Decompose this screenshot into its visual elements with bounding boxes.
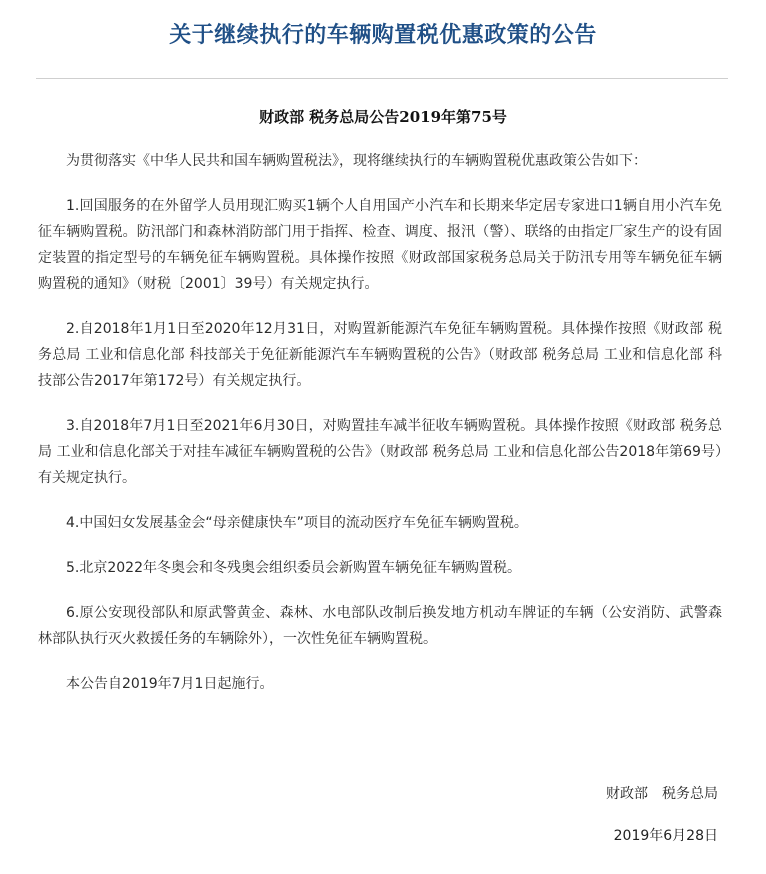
- effective-date-paragraph: 本公告自2019年7月1日起施行。: [66, 676, 274, 692]
- item-6: 6.原公安现役部队和原武警黄金、森林、水电部队改制后换发地方机动车牌证的车辆（公安消防、武警森林部队执行灭火救援任务的车辆除外），一次性免征车辆购置税。: [38, 605, 722, 647]
- item-5: 5.北京2022年冬奥会和冬残奥会组织委员会新购置车辆免征车辆购置税。: [66, 560, 521, 576]
- item-1: 1.回国服务的在外留学人员用现汇购买1辆个人自用国产小汽车和长期来华定居专家进口1辆自用小汽车免征车辆购置税。防汛部门和森林消防部门用于指挥、检查、调度、报汛（警）、联络的由指定厂家生产的设有固定装置的指定型号的车辆免征车辆购置税。具体操作按照《财政部国家税务总局关于防汛专用等车辆免征车辆购置税的通知》（财税〔2001〕39号）有关规定执行。: [38, 198, 722, 292]
- page-title: 关于继续执行的车辆购置税优惠政策的公告: [169, 22, 597, 48]
- issue-date: 2019年6月28日: [613, 828, 718, 844]
- notice-body: [38, 148, 722, 716]
- item-2: 2.自2018年1月1日至2020年12月31日，对购置新能源汽车免征车辆购置税。具体操作按照《财政部 税务总局 工业和信息化部 科技部关于免征新能源汽车车辆购置税的公告》（财政部 税务总局 工业和信息化部 科技部公告2017年第172号）有关规定执行。: [38, 321, 722, 389]
- item-4: 4.中国妇女发展基金会“母亲健康快车”项目的流动医疗车免征车辆购置税。: [66, 515, 528, 531]
- issuer-signature: 财政部 税务总局: [606, 786, 718, 802]
- intro-paragraph: 为贯彻落实《中华人民共和国车辆购置税法》，现将继续执行的车辆购置税优惠政策公告如下：: [66, 153, 647, 169]
- title-divider: [36, 78, 728, 79]
- item-3: 3.自2018年7月1日至2021年6月30日，对购置挂车减半征收车辆购置税。具体操作按照《财政部 税务总局 工业和信息化部关于对挂车减征车辆购置税的公告》（财政部 税务总局 工业和信息化部公告2018年第69号）有关规定执行。: [38, 418, 722, 486]
- notice-number: 财政部 税务总局公告2019年第75号: [259, 108, 507, 126]
